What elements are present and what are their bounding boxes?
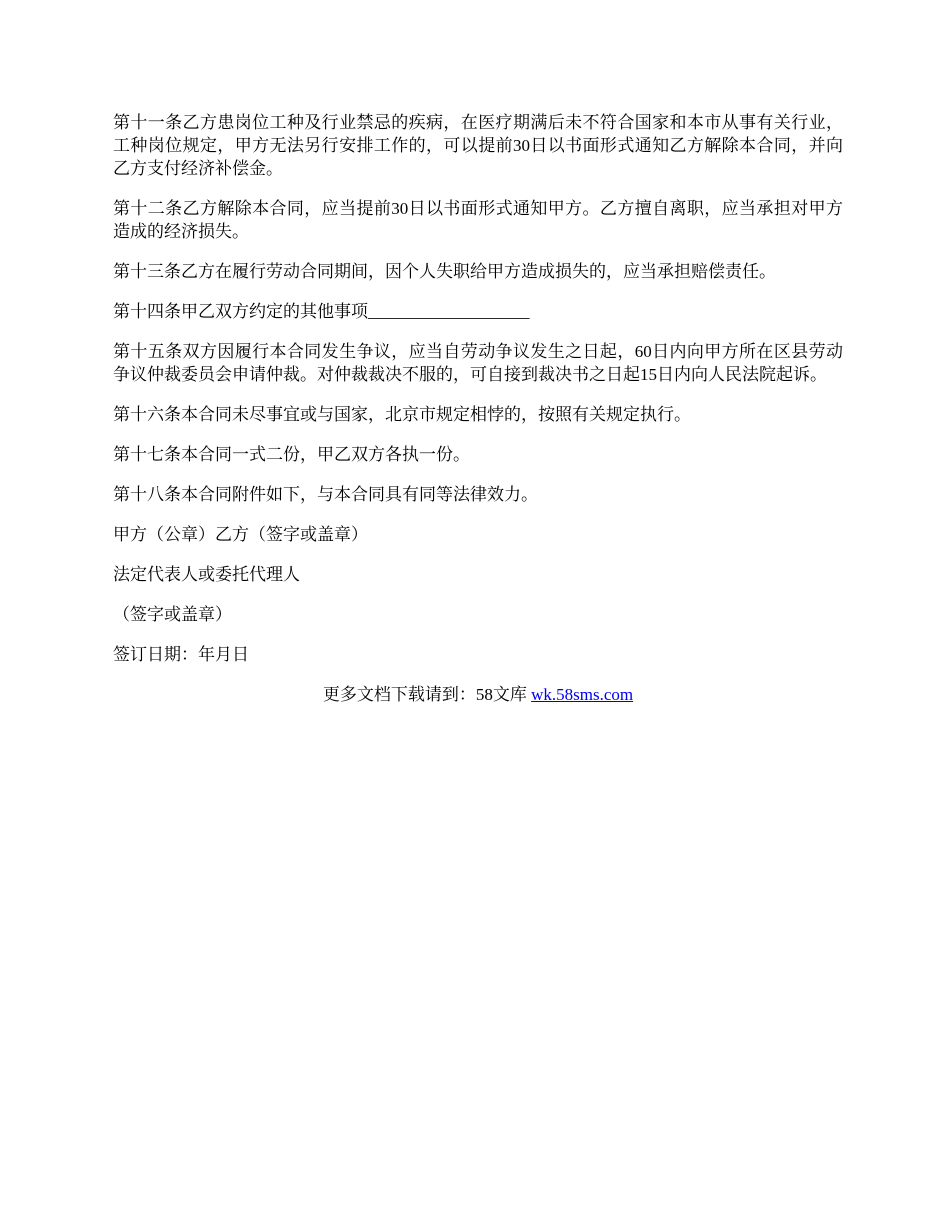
clause-14: 第十四条甲乙双方约定的其他事项___________________ — [113, 302, 530, 321]
clause-12: 第十二条乙方解除本合同，应当提前30日以书面形式通知甲方。乙方擅自离职，应当承担对甲方造成的经济损失。 — [113, 199, 843, 241]
clause-18: 第十八条本合同附件如下，与本合同具有同等法律效力。 — [113, 485, 538, 504]
clause-11: 第十一条乙方患岗位工种及行业禁忌的疾病，在医疗期满后未不符合国家和本市从事有关行业，工种岗位规定，甲方无法另行安排工作的，可以提前30日以书面形式通知乙方解除本合同，并向乙方支付经济补偿金。 — [113, 113, 843, 178]
clause-13: 第十三条乙方在履行劳动合同期间，因个人失职给甲方造成损失的，应当承担赔偿责任。 — [113, 262, 776, 281]
clause-17: 第十七条本合同一式二份，甲乙双方各执一份。 — [113, 445, 470, 464]
download-footer — [113, 683, 843, 706]
footer-link[interactable]: wk.58sms.com — [531, 685, 634, 704]
legal-representative-line: 法定代表人或委托代理人 — [113, 565, 300, 584]
clause-15: 第十五条双方因履行本合同发生争议，应当自劳动争议发生之日起，60日内向甲方所在区县劳动争议仲裁委员会申请仲裁。对仲裁裁决不服的，可自接到裁决书之日起15日内向人民法院起诉。 — [113, 342, 843, 384]
signing-date-line: 签订日期：年月日 — [113, 645, 249, 664]
clause-16: 第十六条本合同未尽事宜或与国家，北京市规定相悖的，按照有关规定执行。 — [113, 405, 691, 424]
signature-or-seal-line: （签字或盖章） — [113, 605, 232, 624]
party-signature-line: 甲方（公章）乙方（签字或盖章） — [113, 525, 368, 544]
footer-text: 更多文档下载请到：58文库 — [322, 685, 527, 704]
document-page — [113, 111, 843, 706]
